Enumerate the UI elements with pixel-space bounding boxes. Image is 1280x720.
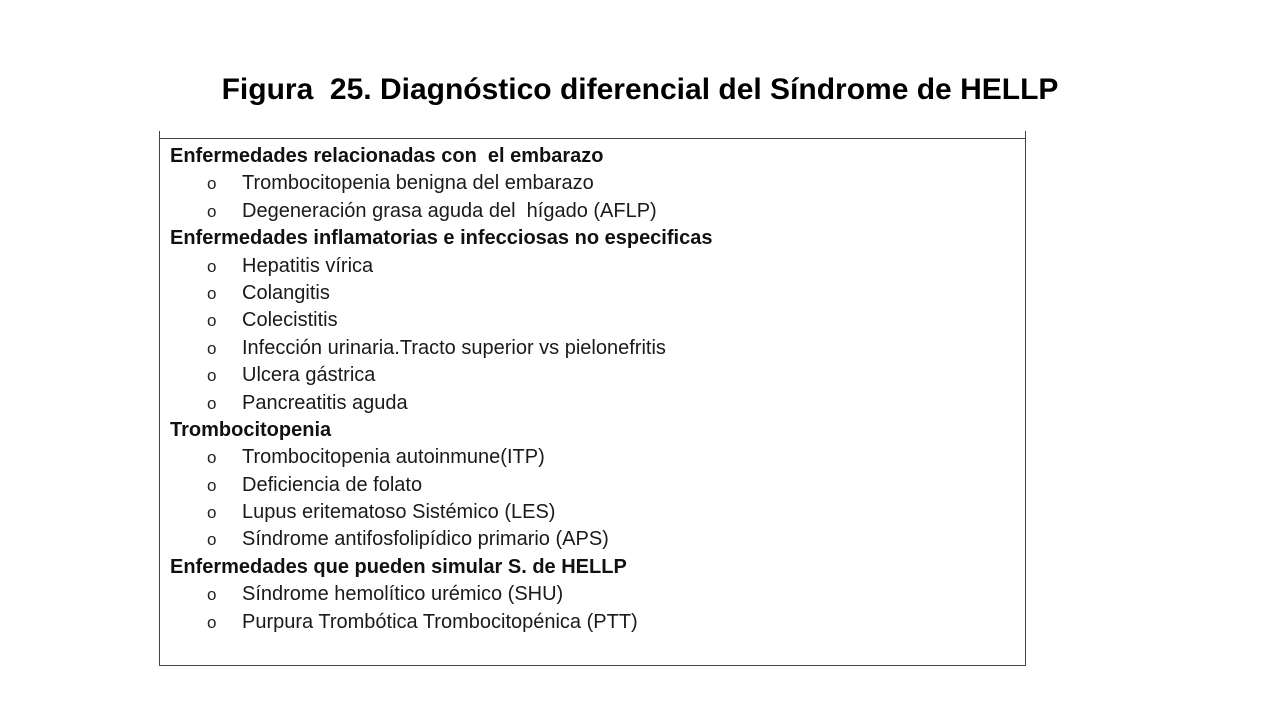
list-item-text: Ulcera gástrica — [242, 364, 376, 387]
bullet-circle-icon: o — [207, 366, 217, 386]
list-item-text: Trombocitopenia benigna del embarazo — [242, 172, 594, 195]
list-item-text: Colecistitis — [242, 309, 338, 332]
list-item-text: Trombocitopenia autoinmune(ITP) — [242, 446, 545, 469]
list-item — [170, 253, 1015, 280]
bullet-circle-icon: o — [207, 201, 217, 221]
list-item — [170, 499, 1015, 526]
list-item-text: Infección urinaria.Tracto superior vs pielonefritis — [242, 336, 666, 359]
list-item — [170, 472, 1015, 499]
bullet-circle-icon: o — [207, 612, 217, 632]
bullet-circle-icon: o — [207, 503, 217, 523]
list-item-text: Lupus eritematoso Sistémico (LES) — [242, 501, 556, 524]
list-item — [170, 198, 1015, 225]
list-item-text: Deficiencia de folato — [242, 473, 423, 496]
bullet-circle-icon: o — [207, 256, 217, 276]
bullet-circle-icon: o — [207, 174, 217, 194]
list-item — [170, 390, 1015, 417]
differential-diagnosis-box — [159, 138, 1026, 666]
bullet-circle-icon: o — [207, 448, 217, 468]
list-item-text: Hepatitis vírica — [242, 254, 374, 277]
list-item — [170, 609, 1015, 636]
bullet-circle-icon: o — [207, 338, 217, 358]
list-item — [170, 170, 1015, 197]
bullet-circle-icon: o — [207, 283, 217, 303]
list-item — [170, 335, 1015, 362]
list-item — [170, 581, 1015, 608]
section-heading-pregnancy: Enfermedades relacionadas con el embarazo — [170, 145, 604, 167]
differential-diagnosis-list — [170, 143, 1015, 636]
list-item — [170, 444, 1015, 471]
page-title: Figura 25. Diagnóstico diferencial del Síndrome de HELLP — [221, 73, 1059, 106]
section-heading-hellp-mimics: Enfermedades que pueden simular S. de HELLP — [170, 555, 627, 578]
bullet-circle-icon: o — [207, 311, 217, 331]
bullet-circle-icon: o — [207, 475, 217, 495]
list-item — [170, 280, 1015, 307]
section-heading-thrombocytopenia: Trombocitopenia — [170, 418, 332, 441]
list-item — [170, 526, 1015, 553]
list-item — [170, 362, 1015, 389]
list-item-text: Purpura Trombótica Trombocitopénica (PTT) — [242, 610, 638, 633]
list-item-text: Síndrome antifosfolipídico primario (APS) — [242, 528, 609, 551]
section-heading-inflammatory-infectious: Enfermedades inflamatorias e infecciosas no especificas — [170, 227, 713, 250]
list-item-text: Pancreatitis aguda — [242, 391, 408, 414]
bullet-circle-icon: o — [207, 585, 217, 605]
list-item-text: Colangitis — [242, 281, 330, 304]
list-item-text: Degeneración grasa aguda del hígado (AFLP) — [242, 199, 657, 222]
list-item — [170, 307, 1015, 334]
bullet-circle-icon: o — [207, 393, 217, 413]
list-item-text: Síndrome hemolítico urémico (SHU) — [242, 583, 564, 606]
bullet-circle-icon: o — [207, 530, 217, 550]
